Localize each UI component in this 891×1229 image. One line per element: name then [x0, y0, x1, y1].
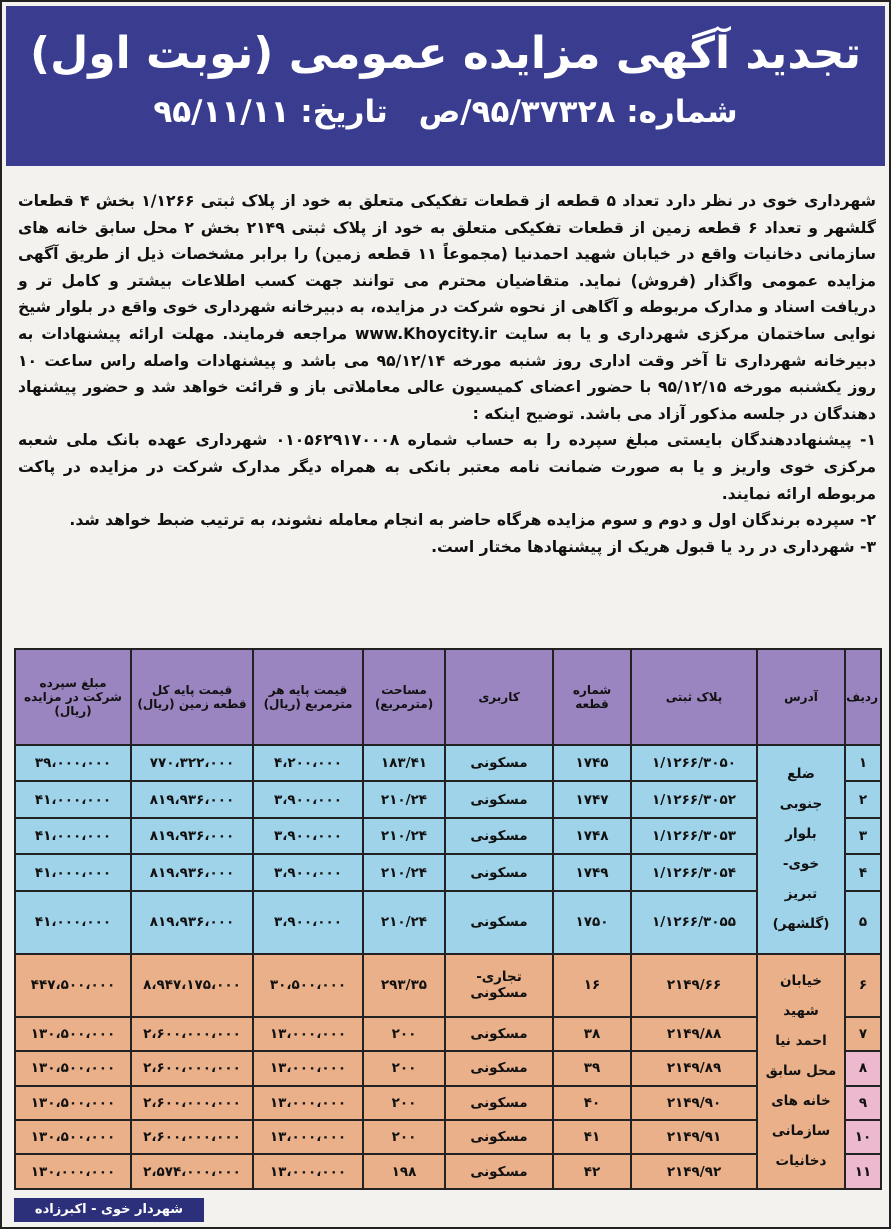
row-number: ۱۱ — [845, 1154, 881, 1189]
area-cell: ۲۱۰/۲۴ — [363, 891, 445, 954]
unit-price-cell: ۱۳،۰۰۰،۰۰۰ — [253, 1086, 363, 1120]
note-1: ۱- پیشنهاددهندگان بایستی مبلغ سپرده را به حساب شماره ۰۱۰۵۶۲۹۱۷۰۰۰۸ شهرداری عهده بانک ملی شعبه مرکزی خوی واریز و یا به صورت ضمانت نامه معتبر بانکی به همراه دیگر مدارک شرکت در مزایده در پاکت مربوطه ارائه نمایند. — [18, 431, 876, 503]
total-price-cell: ۷۷۰،۳۲۲،۰۰۰ — [131, 745, 253, 781]
header-deposit: مبلغ سپرده شرکت در مزایده (ریال) — [15, 649, 131, 745]
total-price-cell: ۲،۶۰۰،۰۰۰،۰۰۰ — [131, 1017, 253, 1051]
plate-cell: ۲۱۴۹/۶۶ — [631, 954, 757, 1017]
table-row — [15, 891, 881, 954]
plate-cell: ۱/۱۲۶۶/۳۰۵۰ — [631, 745, 757, 781]
deposit-cell: ۱۳۰،۵۰۰،۰۰۰ — [15, 1051, 131, 1085]
unit-price-cell: ۱۳،۰۰۰،۰۰۰ — [253, 1051, 363, 1085]
unit-price-cell: ۳،۹۰۰،۰۰۰ — [253, 854, 363, 890]
address-line: محل سابق — [765, 1063, 837, 1080]
address-line: سازمانی — [771, 1123, 831, 1140]
area-cell: ۲۱۰/۲۴ — [363, 781, 445, 817]
lot-cell: ۱۶ — [553, 954, 631, 1017]
header-area: مساحت (مترمربع) — [363, 649, 445, 745]
plate-cell: ۲۱۴۹/۸۸ — [631, 1017, 757, 1051]
header-lot: شماره قطعه — [553, 649, 631, 745]
deposit-cell: ۱۳۰،۵۰۰،۰۰۰ — [15, 1017, 131, 1051]
lot-cell: ۱۷۴۹ — [553, 854, 631, 890]
unit-price-cell: ۱۳،۰۰۰،۰۰۰ — [253, 1120, 363, 1154]
usage-cell: مسکونی — [445, 1154, 553, 1189]
total-price-cell: ۲،۶۰۰،۰۰۰،۰۰۰ — [131, 1086, 253, 1120]
header-address: آدرس — [757, 649, 845, 745]
area-cell: ۱۹۸ — [363, 1154, 445, 1189]
total-price-cell: ۸،۹۴۷،۱۷۵،۰۰۰ — [131, 954, 253, 1017]
paragraph-text: شهرداری خوی در نظر دارد تعداد ۵ قطعه از قطعات تفکیکی متعلق به خود از پلاک ثبتی ۱/۱۲۶۶ بخش ۴ قطعات گلشهر و تعداد ۶ قطعه زمین از قطعات تفکیکی متعلق به خود از پلاک ثبتی ۲۱۴۹ بخش ۲ محل سابق خانه های سازمانی دخانیات واقع در خیابان شهید احمدنیا (مجموعاً ۱۱ قطعه زمین) را برابر مشخصات ذیل از طریق آگهی مزایده عمومی واگذار (فروش) نماید. متقاضیان محترم می توانند جهت کسب اطلاعات بیشتر و کامل تر و دریافت اسناد و مدارک مربوطه و آگاهی از نحوه شرکت در مزایده، به دبیرخانه شهرداری خوی واقع در بلوار شیخ نوایی ساختمان مرکزی شهرداری و یا به سایت — [18, 192, 876, 343]
unit-price-cell: ۳،۹۰۰،۰۰۰ — [253, 891, 363, 954]
address-line: دخانیات — [775, 1153, 827, 1170]
area-cell: ۲۱۰/۲۴ — [363, 818, 445, 854]
usage-cell: مسکونی — [445, 781, 553, 817]
area-cell: ۱۸۳/۴۱ — [363, 745, 445, 781]
note-3: ۳- شهرداری در رد یا قبول هریک از پیشنهادها مختار است. — [431, 537, 876, 556]
notice-date: تاریخ: ۹۵/۱۱/۱۱ — [153, 94, 388, 130]
deposit-cell: ۱۳۰،۰۰۰،۰۰۰ — [15, 1154, 131, 1189]
address-line: خانه های — [771, 1093, 831, 1110]
table-row — [15, 781, 881, 817]
lot-cell: ۱۷۵۰ — [553, 891, 631, 954]
area-cell: ۲۱۰/۲۴ — [363, 854, 445, 890]
row-number: ۸ — [845, 1051, 881, 1085]
address-line: شهید — [783, 1003, 819, 1020]
row-number: ۹ — [845, 1086, 881, 1120]
lot-cell: ۴۰ — [553, 1086, 631, 1120]
row-number: ۳ — [845, 818, 881, 854]
total-price-cell: ۸۱۹،۹۳۶،۰۰۰ — [131, 781, 253, 817]
notice-title: تجدید آگهی مزایده عمومی (نوبت اول) — [30, 28, 861, 79]
usage-cell: مسکونی — [445, 854, 553, 890]
table-body — [15, 745, 881, 1189]
lot-cell: ۳۹ — [553, 1051, 631, 1085]
usage-cell: مسکونی — [445, 1086, 553, 1120]
unit-price-cell: ۳،۹۰۰،۰۰۰ — [253, 781, 363, 817]
table-row — [15, 954, 881, 1017]
address-line: خیابان — [780, 973, 822, 990]
unit-price-cell: ۱۳،۰۰۰،۰۰۰ — [253, 1017, 363, 1051]
lot-cell: ۱۷۴۸ — [553, 818, 631, 854]
area-cell: ۲۰۰ — [363, 1051, 445, 1085]
unit-price-cell: ۴،۲۰۰،۰۰۰ — [253, 745, 363, 781]
notice-number-date — [6, 94, 885, 130]
area-cell: ۲۰۰ — [363, 1120, 445, 1154]
deposit-cell: ۴۱،۰۰۰،۰۰۰ — [15, 891, 131, 954]
plate-cell: ۲۱۴۹/۸۹ — [631, 1051, 757, 1085]
total-price-cell: ۸۱۹،۹۳۶،۰۰۰ — [131, 854, 253, 890]
total-price-cell: ۲،۶۰۰،۰۰۰،۰۰۰ — [131, 1120, 253, 1154]
row-number: ۱۰ — [845, 1120, 881, 1154]
notice-paragraph — [18, 188, 876, 427]
deposit-cell: ۳۹،۰۰۰،۰۰۰ — [15, 745, 131, 781]
table-row — [15, 745, 881, 781]
total-price-cell: ۸۱۹،۹۳۶،۰۰۰ — [131, 891, 253, 954]
table-row — [15, 854, 881, 890]
total-price-cell: ۲،۵۷۴،۰۰۰،۰۰۰ — [131, 1154, 253, 1189]
row-number: ۷ — [845, 1017, 881, 1051]
usage-cell: مسکونی — [445, 745, 553, 781]
area-cell: ۲۰۰ — [363, 1086, 445, 1120]
header-plate: پلاک ثبتی — [631, 649, 757, 745]
table-header-row — [15, 649, 881, 745]
address-line: جنوبی — [779, 796, 823, 813]
total-price-cell: ۲،۶۰۰،۰۰۰،۰۰۰ — [131, 1051, 253, 1085]
row-number: ۵ — [845, 891, 881, 954]
header-total-price: قیمت پایه کل قطعه زمین (ریال) — [131, 649, 253, 745]
plate-cell: ۱/۱۲۶۶/۳۰۵۲ — [631, 781, 757, 817]
usage-cell: تجاری- مسکونی — [445, 954, 553, 1017]
deposit-cell: ۱۳۰،۵۰۰،۰۰۰ — [15, 1120, 131, 1154]
plate-cell: ۲۱۴۹/۹۰ — [631, 1086, 757, 1120]
deposit-cell: ۴۱،۰۰۰،۰۰۰ — [15, 818, 131, 854]
table-row — [15, 1017, 881, 1051]
plate-cell: ۱/۱۲۶۶/۳۰۵۵ — [631, 891, 757, 954]
lot-cell: ۴۲ — [553, 1154, 631, 1189]
signature: شهردار خوی - اکبرزاده — [14, 1198, 204, 1222]
header-row-number: ردیف — [845, 649, 881, 745]
address-ahmadnia — [757, 954, 845, 1189]
usage-cell: مسکونی — [445, 891, 553, 954]
deposit-cell: ۱۳۰،۵۰۰،۰۰۰ — [15, 1086, 131, 1120]
address-line: خوی- — [782, 856, 820, 873]
address-line: احمد نیا — [775, 1033, 827, 1050]
address-line: بلوار — [785, 826, 817, 843]
lot-cell: ۱۷۴۵ — [553, 745, 631, 781]
website-link[interactable]: www.Khoycity.ir — [355, 324, 497, 343]
unit-price-cell: ۱۳،۰۰۰،۰۰۰ — [253, 1154, 363, 1189]
table-row — [15, 1120, 881, 1154]
plate-cell: ۲۱۴۹/۹۲ — [631, 1154, 757, 1189]
usage-cell: مسکونی — [445, 818, 553, 854]
table-row — [15, 1154, 881, 1189]
address-line: ضلع — [787, 766, 815, 783]
header-unit-price: قیمت پایه هر مترمربع (ریال) — [253, 649, 363, 745]
plate-cell: ۱/۱۲۶۶/۳۰۵۳ — [631, 818, 757, 854]
plate-cell: ۲۱۴۹/۹۱ — [631, 1120, 757, 1154]
paragraph-cont: مراجعه فرمایند. مهلت ارائه پیشنهادات به دبیرخانه شهرداری تا آخر وقت اداری روز شنبه مورخه ۹۵/۱۲/۱۴ می باشد و پیشنهادات واصله راس ساعت ۱۰ روز یکشنبه مورخه ۹۵/۱۲/۱۵ با حضور اعضای کمیسیون عالی معاملاتی باز و قرائت خواهد شد و حضور پیشنهاد دهندگان در جلسه مذکور آزاد می باشد. توضیح اینکه : — [18, 324, 876, 423]
row-number: ۱ — [845, 745, 881, 781]
address-gulshahr — [757, 745, 845, 954]
deposit-cell: ۴۱،۰۰۰،۰۰۰ — [15, 781, 131, 817]
usage-cell: مسکونی — [445, 1017, 553, 1051]
area-cell: ۲۹۳/۳۵ — [363, 954, 445, 1017]
unit-price-cell: ۳۰،۵۰۰،۰۰۰ — [253, 954, 363, 1017]
row-number: ۲ — [845, 781, 881, 817]
row-number: ۴ — [845, 854, 881, 890]
notice-header — [6, 6, 885, 166]
deposit-cell: ۴۴۷،۵۰۰،۰۰۰ — [15, 954, 131, 1017]
row-number: ۶ — [845, 954, 881, 1017]
area-cell: ۲۰۰ — [363, 1017, 445, 1051]
auction-table — [14, 648, 882, 1190]
unit-price-cell: ۳،۹۰۰،۰۰۰ — [253, 818, 363, 854]
note-2: ۲- سپرده برندگان اول و دوم و سوم مزایده هرگاه حاضر به انجام معامله نشوند، به ترتیب ضبط خواهد شد. — [69, 511, 876, 530]
header-usage: کاربری — [445, 649, 553, 745]
notice-body — [18, 188, 876, 560]
deposit-cell: ۴۱،۰۰۰،۰۰۰ — [15, 854, 131, 890]
table-row — [15, 1051, 881, 1085]
table-row — [15, 1086, 881, 1120]
address-line: تبریز — [784, 886, 818, 903]
table-row — [15, 818, 881, 854]
lot-cell: ۱۷۴۷ — [553, 781, 631, 817]
plate-cell: ۱/۱۲۶۶/۳۰۵۴ — [631, 854, 757, 890]
total-price-cell: ۸۱۹،۹۳۶،۰۰۰ — [131, 818, 253, 854]
notice-number: شماره: ۹۵/۳۷۳۲۸/ص — [418, 94, 738, 130]
usage-cell: مسکونی — [445, 1051, 553, 1085]
usage-cell: مسکونی — [445, 1120, 553, 1154]
address-line: (گلشهر) — [772, 916, 830, 933]
lot-cell: ۳۸ — [553, 1017, 631, 1051]
lot-cell: ۴۱ — [553, 1120, 631, 1154]
